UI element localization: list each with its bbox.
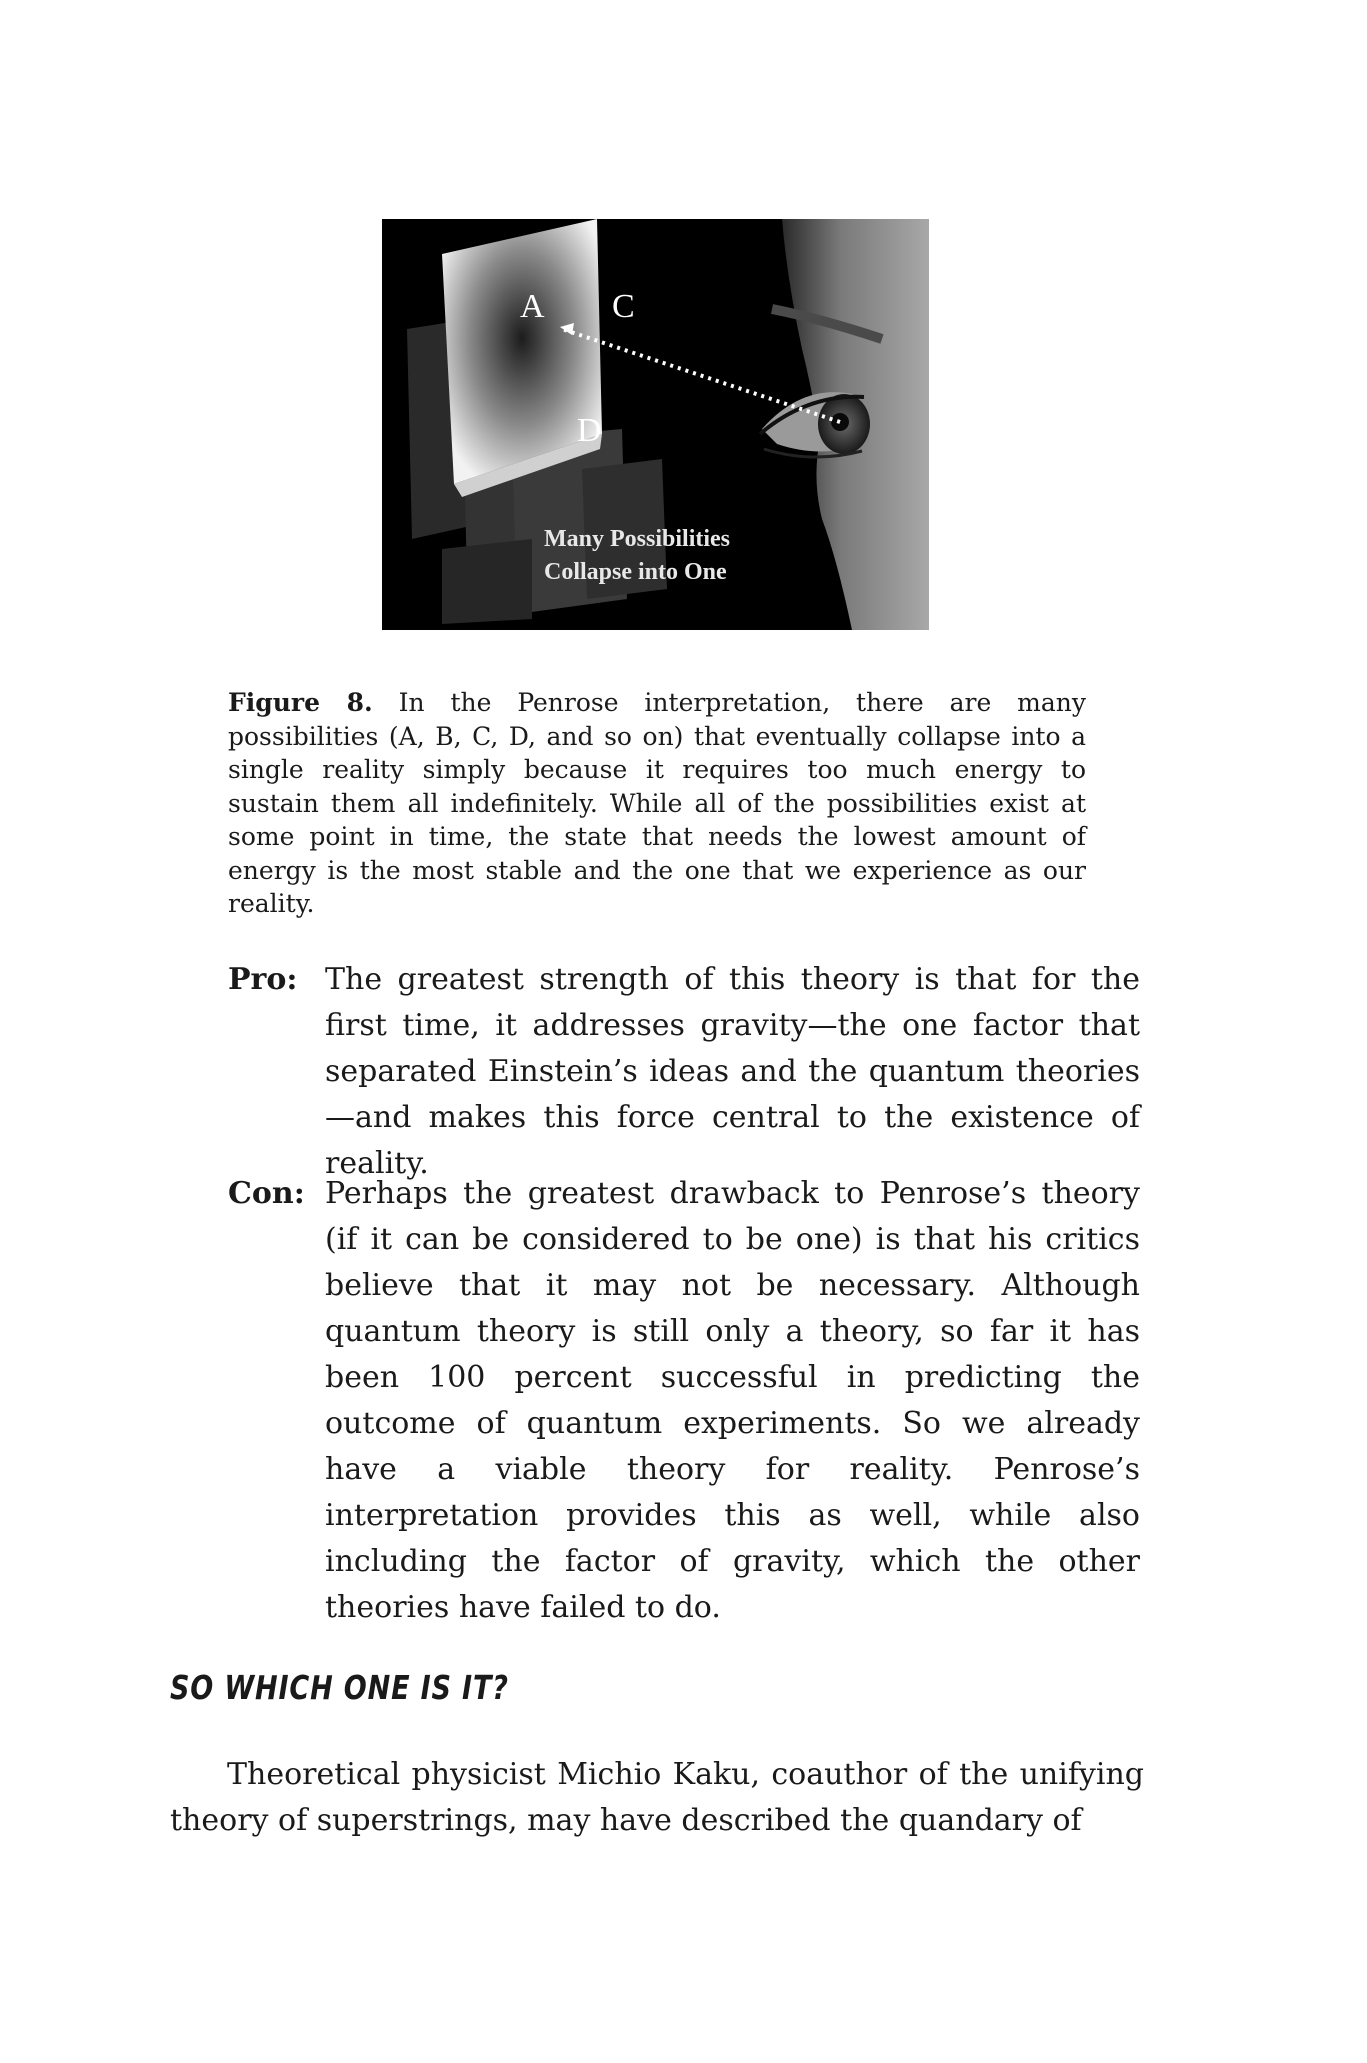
figure-caption [228,686,1086,921]
pro-term: Pro: [228,962,298,997]
overlay-line-2: Collapse into One [544,559,727,585]
overlay-line-1: Many Possibilities [544,526,731,552]
con-entry [228,1171,1148,1631]
figure-8-image [382,219,929,630]
con-text: Perhaps the greatest drawback to Penrose’s theory (if it can be considered to be one) is that his critics believe that it may not be necessary. Although quantum theory is still only a theory, so far it has been 100 percent successful in predicting the outcome of quantum experiments. So we already have a viable theory for reality. Penrose’s interpretation provides this as well, while also including the factor of gravity, which the other theories have failed to do. [325,1176,1140,1625]
label-c: C [612,288,635,325]
section-paragraph: Theoretical physicist Michio Kaku, coauthor of the unifying theory of superstrings, may have described the quandary of [170,1757,1144,1838]
label-d: D [577,412,602,449]
figure-caption-text: In the Penrose interpretation, there are many possibilities (A, B, C, D, and so on) that eventually collapse into a single reality simply because it requires too much energy to sustain them all indefinitely. While all of the possibilities exist at some point in time, the state that needs the lowest amount of energy is the most stable and the one that we experience as our reality. [228,688,1086,918]
figure-label: Figure 8. [228,688,373,717]
face [760,219,929,630]
front-panel [442,219,602,497]
pro-text: The greatest strength of this theory is that for the first time, it addresses gravity—the one factor that separated Einstein’s ideas and the quantum theories—and makes this force central to the existence of reality. [325,962,1140,1181]
pro-entry [228,957,1148,1187]
con-term: Con: [228,1176,305,1211]
penrose-illustration [382,219,929,630]
section-heading: SO WHICH ONE IS IT? [170,1668,509,1707]
label-a: A [520,288,545,325]
